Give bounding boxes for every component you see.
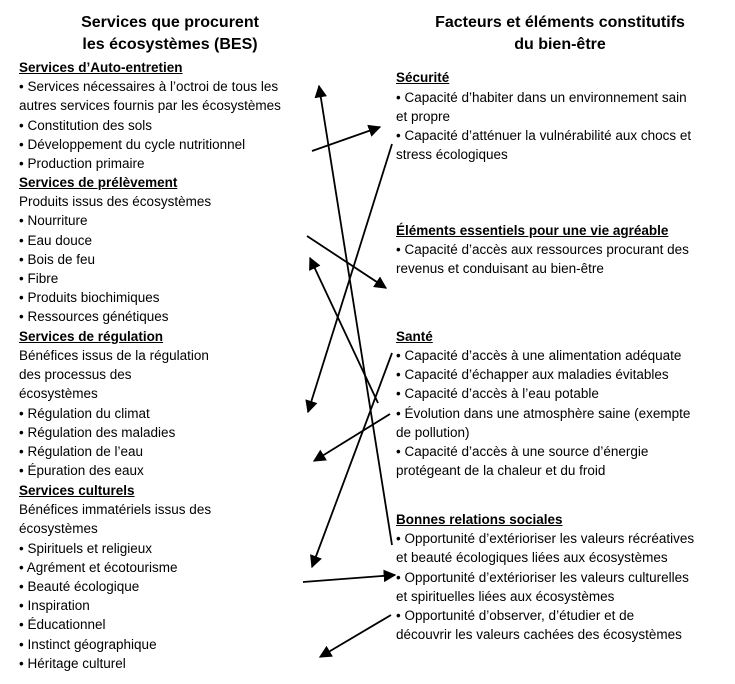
sante-item-5b: protégeant de la chaleur et du froid: [396, 463, 606, 478]
arrow-securite-to-auto-entretien: [319, 86, 392, 545]
arrow-securite-to-culturels: [308, 144, 392, 412]
auto-item-4: • Production primaire: [19, 156, 145, 171]
regulation-intro-3: écosystèmes: [19, 386, 98, 401]
arrow-auto-entretien-to-securite: [312, 127, 380, 151]
regulation-item-4: • Épuration des eaux: [19, 463, 144, 478]
prelevement-heading: Services de prélèvement: [19, 175, 178, 190]
arrow-prelevement-to-essentiels: [307, 236, 386, 288]
essentiels-item-1b: revenus et conduisant au bien-être: [396, 261, 604, 276]
regulation-heading: Services de régulation: [19, 329, 164, 344]
prelevement-item-3: • Bois de feu: [19, 252, 96, 267]
sociales-item-3a: • Opportunité d’observer, d’étudier et de: [396, 608, 635, 623]
essentiels-heading: Éléments essentiels pour une vie agréable: [396, 223, 669, 238]
arrow-sante-to-prelevement: [310, 258, 378, 403]
culturels-heading: Services culturels: [19, 483, 135, 498]
securite-item-1b: et propre: [396, 109, 451, 124]
regulation-intro-2: des processus des: [19, 367, 132, 382]
culturels-item-1: • Spirituels et religieux: [19, 541, 153, 556]
prelevement-item-4: • Fibre: [19, 271, 59, 286]
culturels-intro-1: Bénéfices immatériels issus des: [19, 502, 212, 517]
sante-item-2: • Capacité d’échapper aux maladies évitables: [396, 367, 669, 382]
regulation-item-3: • Régulation de l’eau: [19, 444, 144, 459]
right-title-line2: du bien-être: [514, 36, 606, 53]
sante-item-5a: • Capacité d’accès à une source d’énergie: [396, 444, 649, 459]
culturels-item-3: • Beauté écologique: [19, 579, 140, 594]
arrow-sociales-to-culturels: [320, 615, 391, 657]
auto-item-1b: autres services fournis par les écosystèmes: [19, 98, 281, 113]
left-title-line2: les écosystèmes (BES): [82, 36, 258, 53]
sante-heading: Santé: [396, 329, 433, 344]
sante-item-4a: • Évolution dans une atmosphère saine (exempte: [396, 406, 691, 421]
arrow-sante-to-regulation: [314, 414, 390, 461]
regulation-item-2: • Régulation des maladies: [19, 425, 176, 440]
auto-item-3: • Développement du cycle nutritionnel: [19, 137, 246, 152]
sociales-item-1b: et beauté écologiques liées aux écosystèmes: [396, 550, 668, 565]
sociales-item-2a: • Opportunité d’extérioriser les valeurs culturelles: [396, 570, 689, 585]
sante-item-1: • Capacité d’accès à une alimentation adéquate: [396, 348, 682, 363]
prelevement-item-6: • Ressources génétiques: [19, 309, 169, 324]
culturels-item-7: • Héritage culturel: [19, 656, 126, 671]
arrow-sante-to-culturels: [312, 353, 392, 567]
culturels-item-4: • Inspiration: [19, 598, 90, 613]
securite-item-1a: • Capacité d’habiter dans un environnement sain: [396, 90, 687, 105]
left-title-line1: Services que procurent: [81, 14, 259, 31]
regulation-item-1: • Régulation du climat: [19, 406, 150, 421]
sante-item-4b: de pollution): [396, 425, 470, 440]
auto-item-2: • Constitution des sols: [19, 118, 153, 133]
culturels-intro-2: écosystèmes: [19, 521, 98, 536]
right-title-line1: Facteurs et éléments constitutifs: [435, 14, 685, 31]
sante-item-3: • Capacité d’accès à l’eau potable: [396, 386, 599, 401]
securite-item-2a: • Capacité d’atténuer la vulnérabilité aux chocs et: [396, 128, 692, 143]
sociales-item-1a: • Opportunité d’extérioriser les valeurs récréatives: [396, 531, 695, 546]
culturels-item-2: • Agrément et écotourisme: [19, 560, 178, 575]
securite-item-2b: stress écologiques: [396, 147, 508, 162]
regulation-intro-1: Bénéfices issus de la régulation: [19, 348, 209, 363]
culturels-item-5: • Éducationnel: [19, 617, 106, 632]
arrow-culturels-to-sociales: [303, 575, 395, 582]
prelevement-item-5: • Produits biochimiques: [19, 290, 160, 305]
auto-item-1a: • Services nécessaires à l’octroi de tous les: [19, 79, 279, 94]
relations-sociales-heading: Bonnes relations sociales: [396, 512, 563, 527]
securite-heading: Sécurité: [396, 70, 450, 85]
prelevement-item-2: • Eau douce: [19, 233, 93, 248]
auto-entretien-heading: Services d’Auto-entretien: [19, 60, 183, 75]
prelevement-item-1: • Nourriture: [19, 213, 88, 228]
sociales-item-3b: découvrir les valeurs cachées des écosystèmes: [396, 627, 682, 642]
prelevement-intro: Produits issus des écosystèmes: [19, 194, 212, 209]
sociales-item-2b: et spirituelles liées aux écosystèmes: [396, 589, 615, 604]
culturels-item-6: • Instinct géographique: [19, 637, 157, 652]
essentiels-item-1a: • Capacité d’accès aux ressources procurant des: [396, 242, 689, 257]
